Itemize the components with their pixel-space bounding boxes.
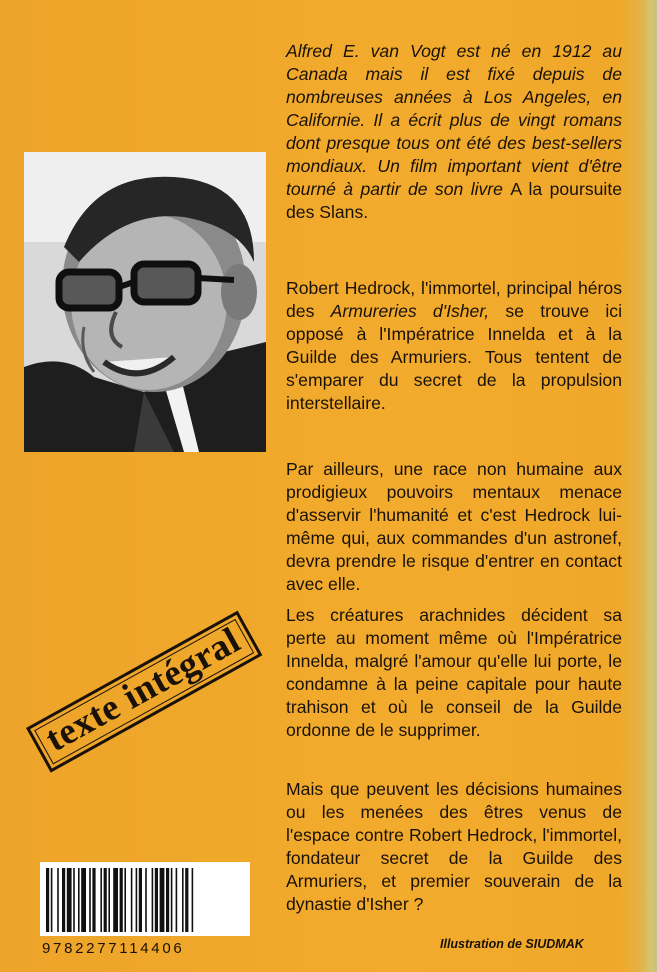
barcode-bar [152,868,154,932]
barcode-bar [124,868,126,932]
barcode-bar [92,868,95,932]
barcode-bar [120,868,123,932]
barcode-bar [160,868,165,932]
barcode-bar [185,868,188,932]
bio-book-title: A la poursuite des Slans. [286,179,622,222]
summary-paragraph-2 [286,458,622,596]
barcode-bar [139,868,142,932]
barcode-bar [131,868,133,932]
author-photo [24,152,266,452]
paragraph-2-text: Par ailleurs, une race non humaine aux prodigieux pouvoirs mentaux menace d'asservir l'humanité et c'est Hedrock lui-même qui, aux commandes d'un astronef, devra prendre le risque d'entrer en contact avec elle. [286,459,622,594]
barcode-bar [182,868,184,932]
barcode-bar [113,868,118,932]
barcode-bar [89,868,91,932]
barcode-bar [46,868,49,932]
paragraph-1-text: Robert Hedrock, l'immortel, principal héros des [286,278,622,321]
barcode-bar [51,868,53,932]
barcode-bar [176,868,178,932]
barcode-bar [100,868,102,932]
barcode-bar [57,868,59,932]
barcode-bar [145,868,147,932]
barcode-bar [81,868,86,932]
author-bio [286,40,622,224]
summary-paragraph-4 [286,778,622,916]
summary-paragraph-1 [286,277,622,415]
barcode-bar [155,868,158,932]
barcode-bar [78,868,80,932]
paragraph-4-text: Mais que peuvent les décisions humaines ou les menées des êtres venus de l'espace contre Robert Hedrock, l'immortel, fondateur secret de la Guilde des Armuriers, et premier souverain de la dynastie d'Isher ? [286,779,622,914]
summary-paragraph-3 [286,604,622,742]
texte-integral-stamp: texte intégral [26,611,262,773]
barcode-bars [46,868,244,932]
barcode-bar [67,868,72,932]
barcode-bar [171,868,173,932]
barcode-bar [136,868,138,932]
barcode-bar [192,868,194,932]
paragraph-1-text-end: se trouve ici opposé à l'Impératrice Innelda et à la Guilde des Armuriers. Tous tentent de s'emparer du secret de la propulsion interstellaire. [286,301,622,413]
paragraph-3-text: Les créatures arachnides décident sa perte au moment même où l'Impératrice Innelda, malgré l'amour qu'elle lui porte, le condamne à la peine capitale pour haute trahison et où le conseil de la Guilde ordonne de le supprimer. [286,605,622,740]
barcode-bar [166,868,169,932]
barcode-bar [62,868,65,932]
barcode-bar [108,868,110,932]
bio-text: Alfred E. van Vogt est né en 1912 au Canada mais il est fixé depuis de nombreuses années à Los Angeles, en Californie. Il a écrit plus de vingt romans dont presque tous ont été des best-sellers mondiaux. Un film important vient d'être tourné à partir de son livre [286,41,622,199]
isbn-barcode [40,862,250,936]
cover-edge [643,0,657,972]
barcode-bar [104,868,107,932]
paragraph-1-title: Armureries d'Isher, [330,301,490,321]
barcode-bar [73,868,75,932]
isbn-number: 9782277114406 [42,940,185,957]
illustration-credit: Illustration de SIUDMAK [440,937,584,951]
